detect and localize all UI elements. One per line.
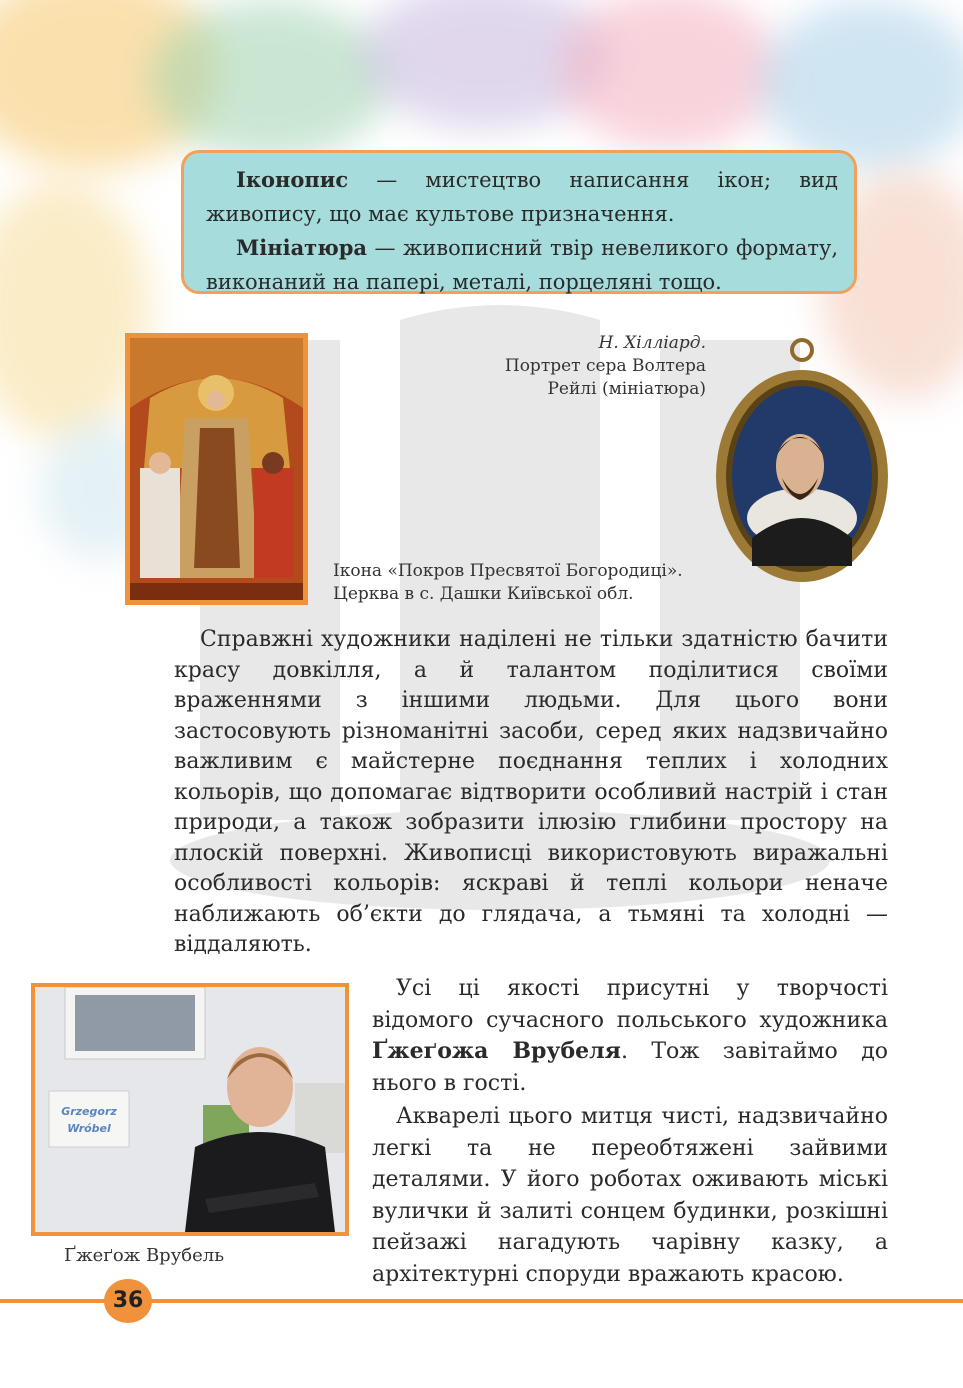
right-paragraph-2: Акварелі цього митця чисті, надзвичайно легкі та не переобтяжені зайвими деталями. У його роботах оживають міські вулички й залиті сонцем будинки, розкішні пейзажі нагадують чарівну казку, а архітектурні споруди вражають красою. — [372, 1104, 888, 1287]
right-column-text — [372, 973, 888, 1292]
miniature-caption-author: Н. Хілліард. — [598, 333, 706, 353]
icon-caption-line2: Церква в с. Дашки Київської обл. — [333, 584, 634, 604]
definition-miniatura — [206, 231, 838, 299]
right-paragraph-1 — [372, 973, 888, 1099]
definition-iconopys — [206, 163, 838, 231]
right-paragraph-1-end: . Тож завітаймо до нього в гості. — [372, 1039, 888, 1096]
term-iconopys: Іконопис — [236, 167, 349, 192]
definition-box — [181, 150, 857, 294]
main-paragraph-text: Справжні художники наділені не тільки здатністю бачити красу довкілля, а й талантом поділитися своїми враженнями з іншими людьми. Для цього вони застосовують різноманітні засоби, серед яких надзвичайно важливим є майстерне поєднання теплих і холодних кольорів, що допомагає відтворити особливий настрій і стан природи, а також зобразити ілюзію глибини простору на плоскій поверхні. Живописці використовують виражальні особливості кольорів: яскраві й теплі кольори неначе наближають об’єкти до глядача, а тьмяні та холодні — віддаляють. — [174, 627, 888, 957]
paint-splash — [760, 0, 963, 170]
wrobel-sign — [51, 1103, 127, 1137]
icon-caption — [333, 560, 773, 606]
icon-caption-line1: Ікона «Покров Пресвятої Богородиці». — [333, 561, 683, 581]
definition-iconopys-text: — мистецтво написання ікон; вид живопису, що має культове призначення. — [206, 168, 838, 226]
wrobel-caption: Ґжеґож Врубель — [64, 1245, 225, 1266]
paint-splash — [560, 0, 780, 150]
miniature-caption-line1: Портрет сера Волтера — [504, 356, 706, 376]
wrobel-photo — [31, 983, 349, 1236]
paint-splash — [150, 0, 390, 160]
miniature-caption — [440, 332, 706, 401]
miniature-caption-line2: Рейлі (мініатюра) — [547, 379, 706, 399]
main-paragraph — [174, 625, 888, 961]
icon-pokrova-image — [125, 333, 308, 605]
raleigh-miniature-image — [712, 338, 892, 588]
wrobel-sign-line2: Wróbel — [67, 1122, 111, 1135]
right-paragraph-1-start: Усі ці якості присутні у творчості відомого сучасного польського художника — [372, 976, 888, 1033]
page-number: 36 — [104, 1279, 152, 1323]
definition-miniatura-text: — живописний твір невеликого формату, виконаний на папері, металі, порцеляні тощо. — [206, 236, 838, 294]
wrobel-sign-line1: Grzegorz — [61, 1105, 117, 1118]
artist-name: Ґжеґожа Врубеля — [372, 1038, 621, 1064]
term-miniatura: Мініатюра — [236, 235, 368, 260]
